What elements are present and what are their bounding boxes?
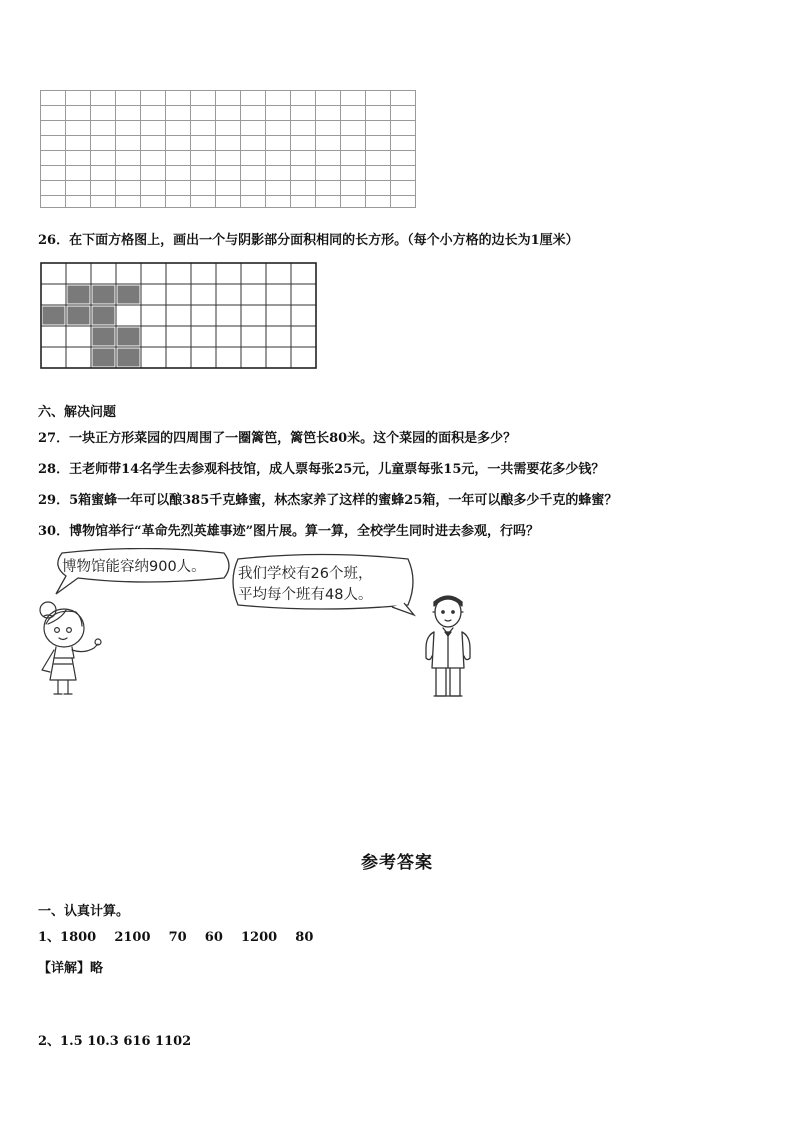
shaded-cell [68, 307, 90, 325]
bubble-girl-text: 博物馆能容纳900人。 [62, 559, 206, 575]
answer-section-1: 一、认真计算。 [38, 904, 130, 919]
question-27: 27．一块正方形菜园的四周围了一圈篱笆，篱笆长80米。这个菜园的面积是多少？ [38, 431, 517, 446]
shaded-cell [93, 307, 115, 325]
shaded-cell [118, 349, 140, 367]
shaded-grid [40, 262, 318, 392]
shaded-cell [43, 307, 65, 325]
shaded-cell [93, 328, 115, 346]
boy-illustration [418, 592, 478, 702]
bubble-boy-line-2: 平均每个班有48人。 [238, 587, 373, 603]
shaded-cell [93, 349, 115, 367]
shaded-cell [68, 286, 90, 304]
empty-grid-top [40, 90, 420, 210]
question-30: 30．博物馆举行“革命先烈英雄事迹”图片展。算一算，全校学生同时进去参观，行吗？ [38, 524, 540, 539]
bubble-boy-line-1: 我们学校有26个班， [238, 566, 373, 582]
answer-2: 2、1.5 10.3 616 1102 [38, 1034, 192, 1049]
question-26: 26．在下面方格图上，画出一个与阴影部分面积相同的长方形。（每个小方格的边长为1厘米） [38, 233, 579, 248]
shaded-cell [93, 286, 115, 304]
answer-1: 1、1800 2100 70 60 1200 80 [38, 930, 314, 945]
answer-1-detail: 【详解】略 [38, 961, 104, 976]
shaded-cell [118, 328, 140, 346]
girl-illustration [32, 598, 116, 702]
shaded-cell [118, 286, 140, 304]
answers-title: 参考答案 [361, 853, 433, 873]
question-29: 29．5箱蜜蜂一年可以酿385千克蜂蜜，林杰家养了这样的蜜蜂25箱，一年可以酿多少千克的蜂蜜？ [38, 493, 618, 508]
section-heading-6: 六、解决问题 [38, 405, 117, 420]
question-28: 28．王老师带14名学生去参观科技馆，成人票每张25元，儿童票每张15元，一共需要花多少钱？ [38, 462, 605, 477]
